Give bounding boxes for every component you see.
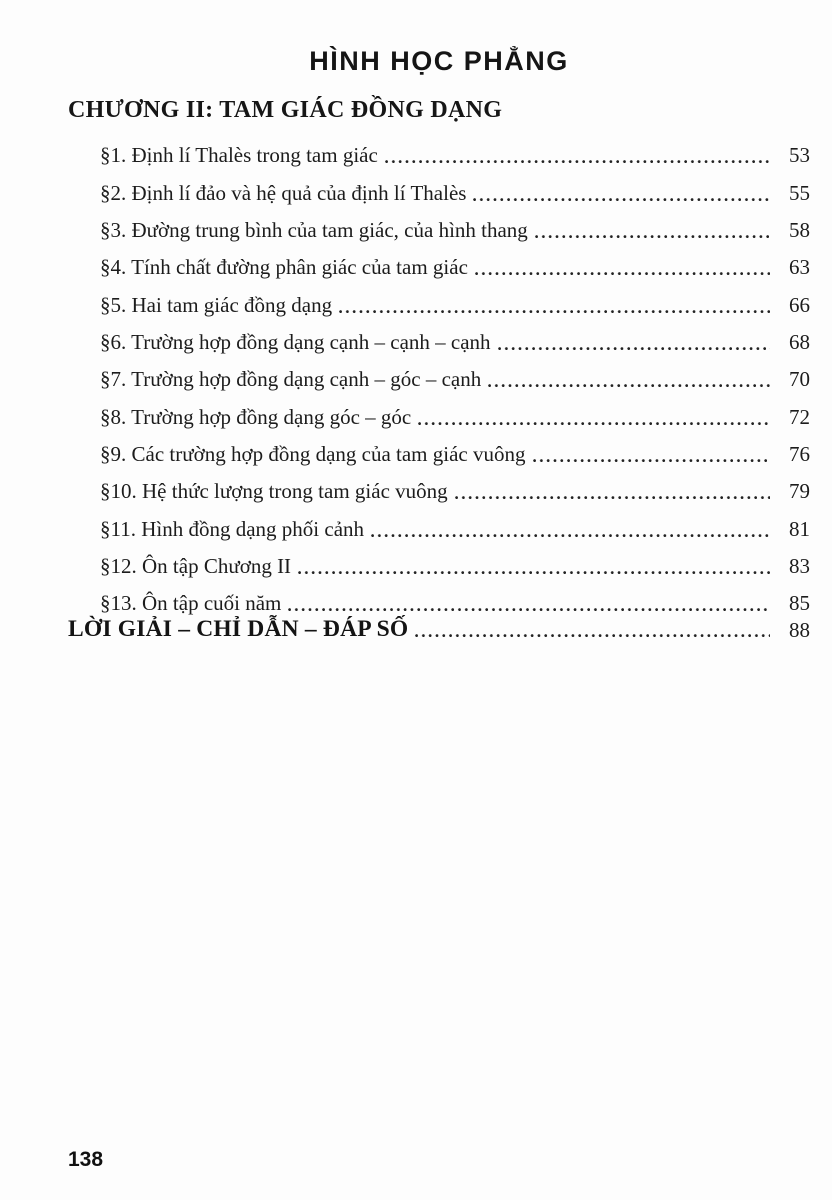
toc-item-label: §7. Trường hợp đồng dạng cạnh – góc – cạnh	[100, 367, 482, 392]
toc-item-page: 76	[789, 442, 810, 467]
toc-item-page: 68	[789, 330, 810, 355]
toc-item-page: 85	[789, 591, 810, 616]
chapter-heading: CHƯƠNG II: TAM GIÁC ĐỒNG DẠNG	[68, 97, 503, 123]
toc-item-page: 55	[789, 180, 810, 205]
toc-item-page: 72	[789, 404, 810, 429]
dot-leader	[535, 235, 770, 239]
toc-row	[100, 473, 810, 510]
toc-item-page: 70	[789, 367, 810, 392]
toc-row	[100, 324, 810, 361]
toc-item-label: §8. Trường hợp đồng dạng góc – góc	[100, 404, 412, 429]
solutions-row	[68, 607, 810, 647]
toc-item-page: 81	[789, 516, 810, 541]
dot-leader	[385, 160, 770, 164]
footer-page-number: 138	[68, 1148, 104, 1171]
toc-row	[100, 436, 810, 473]
dot-leader	[488, 384, 770, 388]
toc-row	[100, 361, 810, 398]
toc-item-label: §13. Ôn tập cuối năm	[100, 591, 282, 616]
page-title: HÌNH HỌC PHẲNG	[309, 46, 569, 76]
dot-leader	[298, 571, 770, 575]
dot-leader	[498, 347, 770, 351]
toc-row	[100, 286, 810, 323]
toc-item-page: 66	[789, 292, 810, 317]
toc-row	[100, 249, 810, 286]
toc-item-label: §6. Trường hợp đồng dạng cạnh – cạnh – cạnh	[100, 330, 491, 355]
toc-item-page: 83	[789, 554, 810, 579]
toc-row	[100, 510, 810, 547]
dot-leader	[418, 422, 770, 426]
toc-item-page: 58	[789, 218, 810, 243]
toc-item-page: 79	[789, 479, 810, 504]
toc-item-label: §2. Định lí đảo và hệ quả của định lí Thalès	[100, 180, 467, 205]
toc-item-label: §10. Hệ thức lượng trong tam giác vuông	[100, 479, 448, 504]
dot-leader	[475, 272, 770, 276]
toc-row	[100, 212, 810, 249]
solutions-page-number: 88	[789, 618, 810, 642]
toc-item-label: §11. Hình đồng dạng phối cảnh	[100, 516, 365, 541]
dot-leader	[371, 534, 770, 538]
toc-item-page: 63	[789, 255, 810, 280]
toc-item-label: §5. Hai tam giác đồng dạng	[100, 292, 333, 317]
toc-item-label: §1. Định lí Thalès trong tam giác	[100, 143, 378, 168]
dot-leader	[415, 634, 770, 638]
dot-leader	[473, 198, 770, 202]
toc-row	[100, 548, 810, 585]
toc-row	[100, 137, 810, 174]
toc-item-page: 53	[789, 143, 810, 168]
toc-item-label: §9. Các trường hợp đồng dạng của tam giác vuông	[100, 442, 526, 467]
toc-row	[100, 174, 810, 211]
dot-leader	[455, 496, 770, 500]
toc-list	[100, 137, 810, 622]
toc-item-label: §3. Đường trung bình của tam giác, của hình thang	[100, 218, 528, 243]
toc-item-label: §4. Tính chất đường phân giác của tam giác	[100, 255, 468, 280]
toc-row	[100, 398, 810, 435]
dot-leader	[339, 310, 770, 314]
toc-item-label: §12. Ôn tập Chương II	[100, 554, 292, 579]
solutions-heading: LỜI GIẢI – CHỈ DẪN – ĐÁP SỐ	[68, 615, 409, 642]
dot-leader	[533, 459, 771, 463]
